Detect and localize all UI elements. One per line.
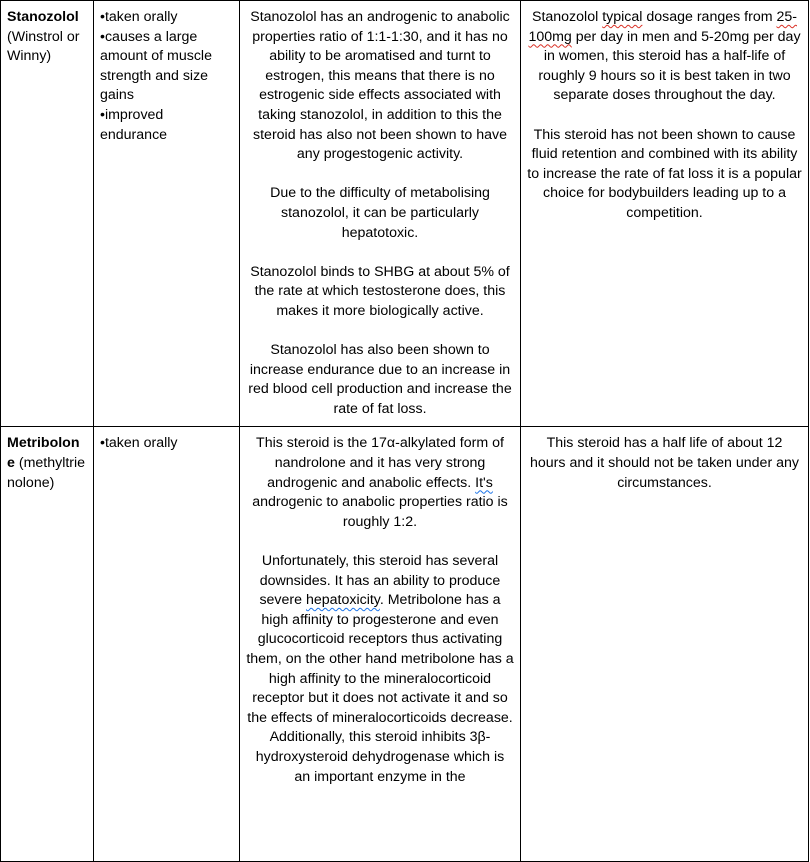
- description-paragraph: [246, 434, 514, 532]
- table-row-stanozolol: [1, 1, 809, 427]
- property-item: •improved endurance: [100, 106, 168, 143]
- drug-alias: (methyltrienolone): [7, 455, 86, 491]
- property-item: •causes a large amount of muscle strength and size gains: [100, 28, 212, 104]
- grammar-word[interactable]: It's: [475, 474, 493, 491]
- drug-name: Metribolone: [7, 435, 80, 472]
- dosage-text: per day in men and 5-20mg per day in women, this steroid has a half-life of roughly 9 hours so it is best taken in two separate doses throughout the day.: [538, 28, 801, 104]
- drug-name-cell: [1, 427, 94, 862]
- properties-cell: [94, 427, 240, 862]
- property-item: •taken orally: [100, 435, 178, 452]
- description-cell: [240, 1, 521, 427]
- dosage-cell: [521, 1, 809, 427]
- properties-cell: [94, 1, 240, 427]
- drug-alias: (Winstrol or Winny): [7, 28, 80, 65]
- property-item: •taken orally: [100, 9, 178, 25]
- description-paragraph: [246, 552, 514, 787]
- description-paragraph: Stanozolol binds to SHBG at about 5% of the rate at which testosterone does, this makes it more biologically active.: [250, 263, 510, 319]
- description-text: androgenic to anabolic properties ratio is roughly 1:2.: [252, 494, 508, 530]
- dosage-cell: [521, 427, 809, 862]
- description-text: This steroid is the 17α-alkylated form of nandrolone and it has very strong androgenic and anabolic effects.: [256, 435, 504, 491]
- description-text: Unfortunately, this steroid has several downsides. It has an ability to produce severe: [259, 553, 501, 609]
- dosage-text: dosage ranges from: [642, 9, 777, 25]
- table-row-metribolone: [1, 427, 809, 862]
- description-paragraph: Stanozolol has also been shown to increase endurance due to an increase in red blood cell production and increase the rate of fat loss.: [248, 342, 512, 417]
- grammar-word[interactable]: hepatoxicity: [305, 592, 380, 609]
- spellcheck-word[interactable]: 25-100mg: [528, 9, 797, 45]
- description-text: . Metribolone has a high affinity to progesterone and even glucocorticoid receptors thus activating them, on the other hand metribolone has a high affinity to the mineralocorticoid receptor but it does not activate it and so the effects of mineralocorticoids decrease. Additionally, this steroid inhibits 3β-hydroxysteroid dehydrogenase which is an important enzyme in the: [246, 592, 514, 785]
- spellcheck-word[interactable]: typical: [602, 9, 643, 25]
- description-paragraph: Due to the difficulty of metabolising stanozolol, it can be particularly hepatotoxic.: [270, 185, 490, 241]
- description-paragraph: Stanozolol has an androgenic to anabolic properties ratio of 1:1-1:30, and it has no ability to be aromatised and turnt to estrogen, this means that there is no estrogenic side effects associated with taking stanozolol, in addition to this the steroid has also not been shown to have any progestogenic activity.: [250, 9, 510, 163]
- dosage-text: Stanozolol: [531, 9, 603, 25]
- dosage-paragraph: This steroid has not been shown to cause fluid retention and combined with its ability to increase the rate of fat loss it is a popular choice for bodybuilders leading up to a competition.: [527, 126, 802, 221]
- dosage-paragraph: This steroid has a half life of about 12 hours and it should not be taken under any circumstances.: [530, 435, 799, 491]
- dosage-paragraph: [527, 8, 802, 106]
- drug-name-cell: [1, 1, 94, 427]
- description-cell: [240, 427, 521, 862]
- drug-name: Stanozolol: [7, 9, 79, 25]
